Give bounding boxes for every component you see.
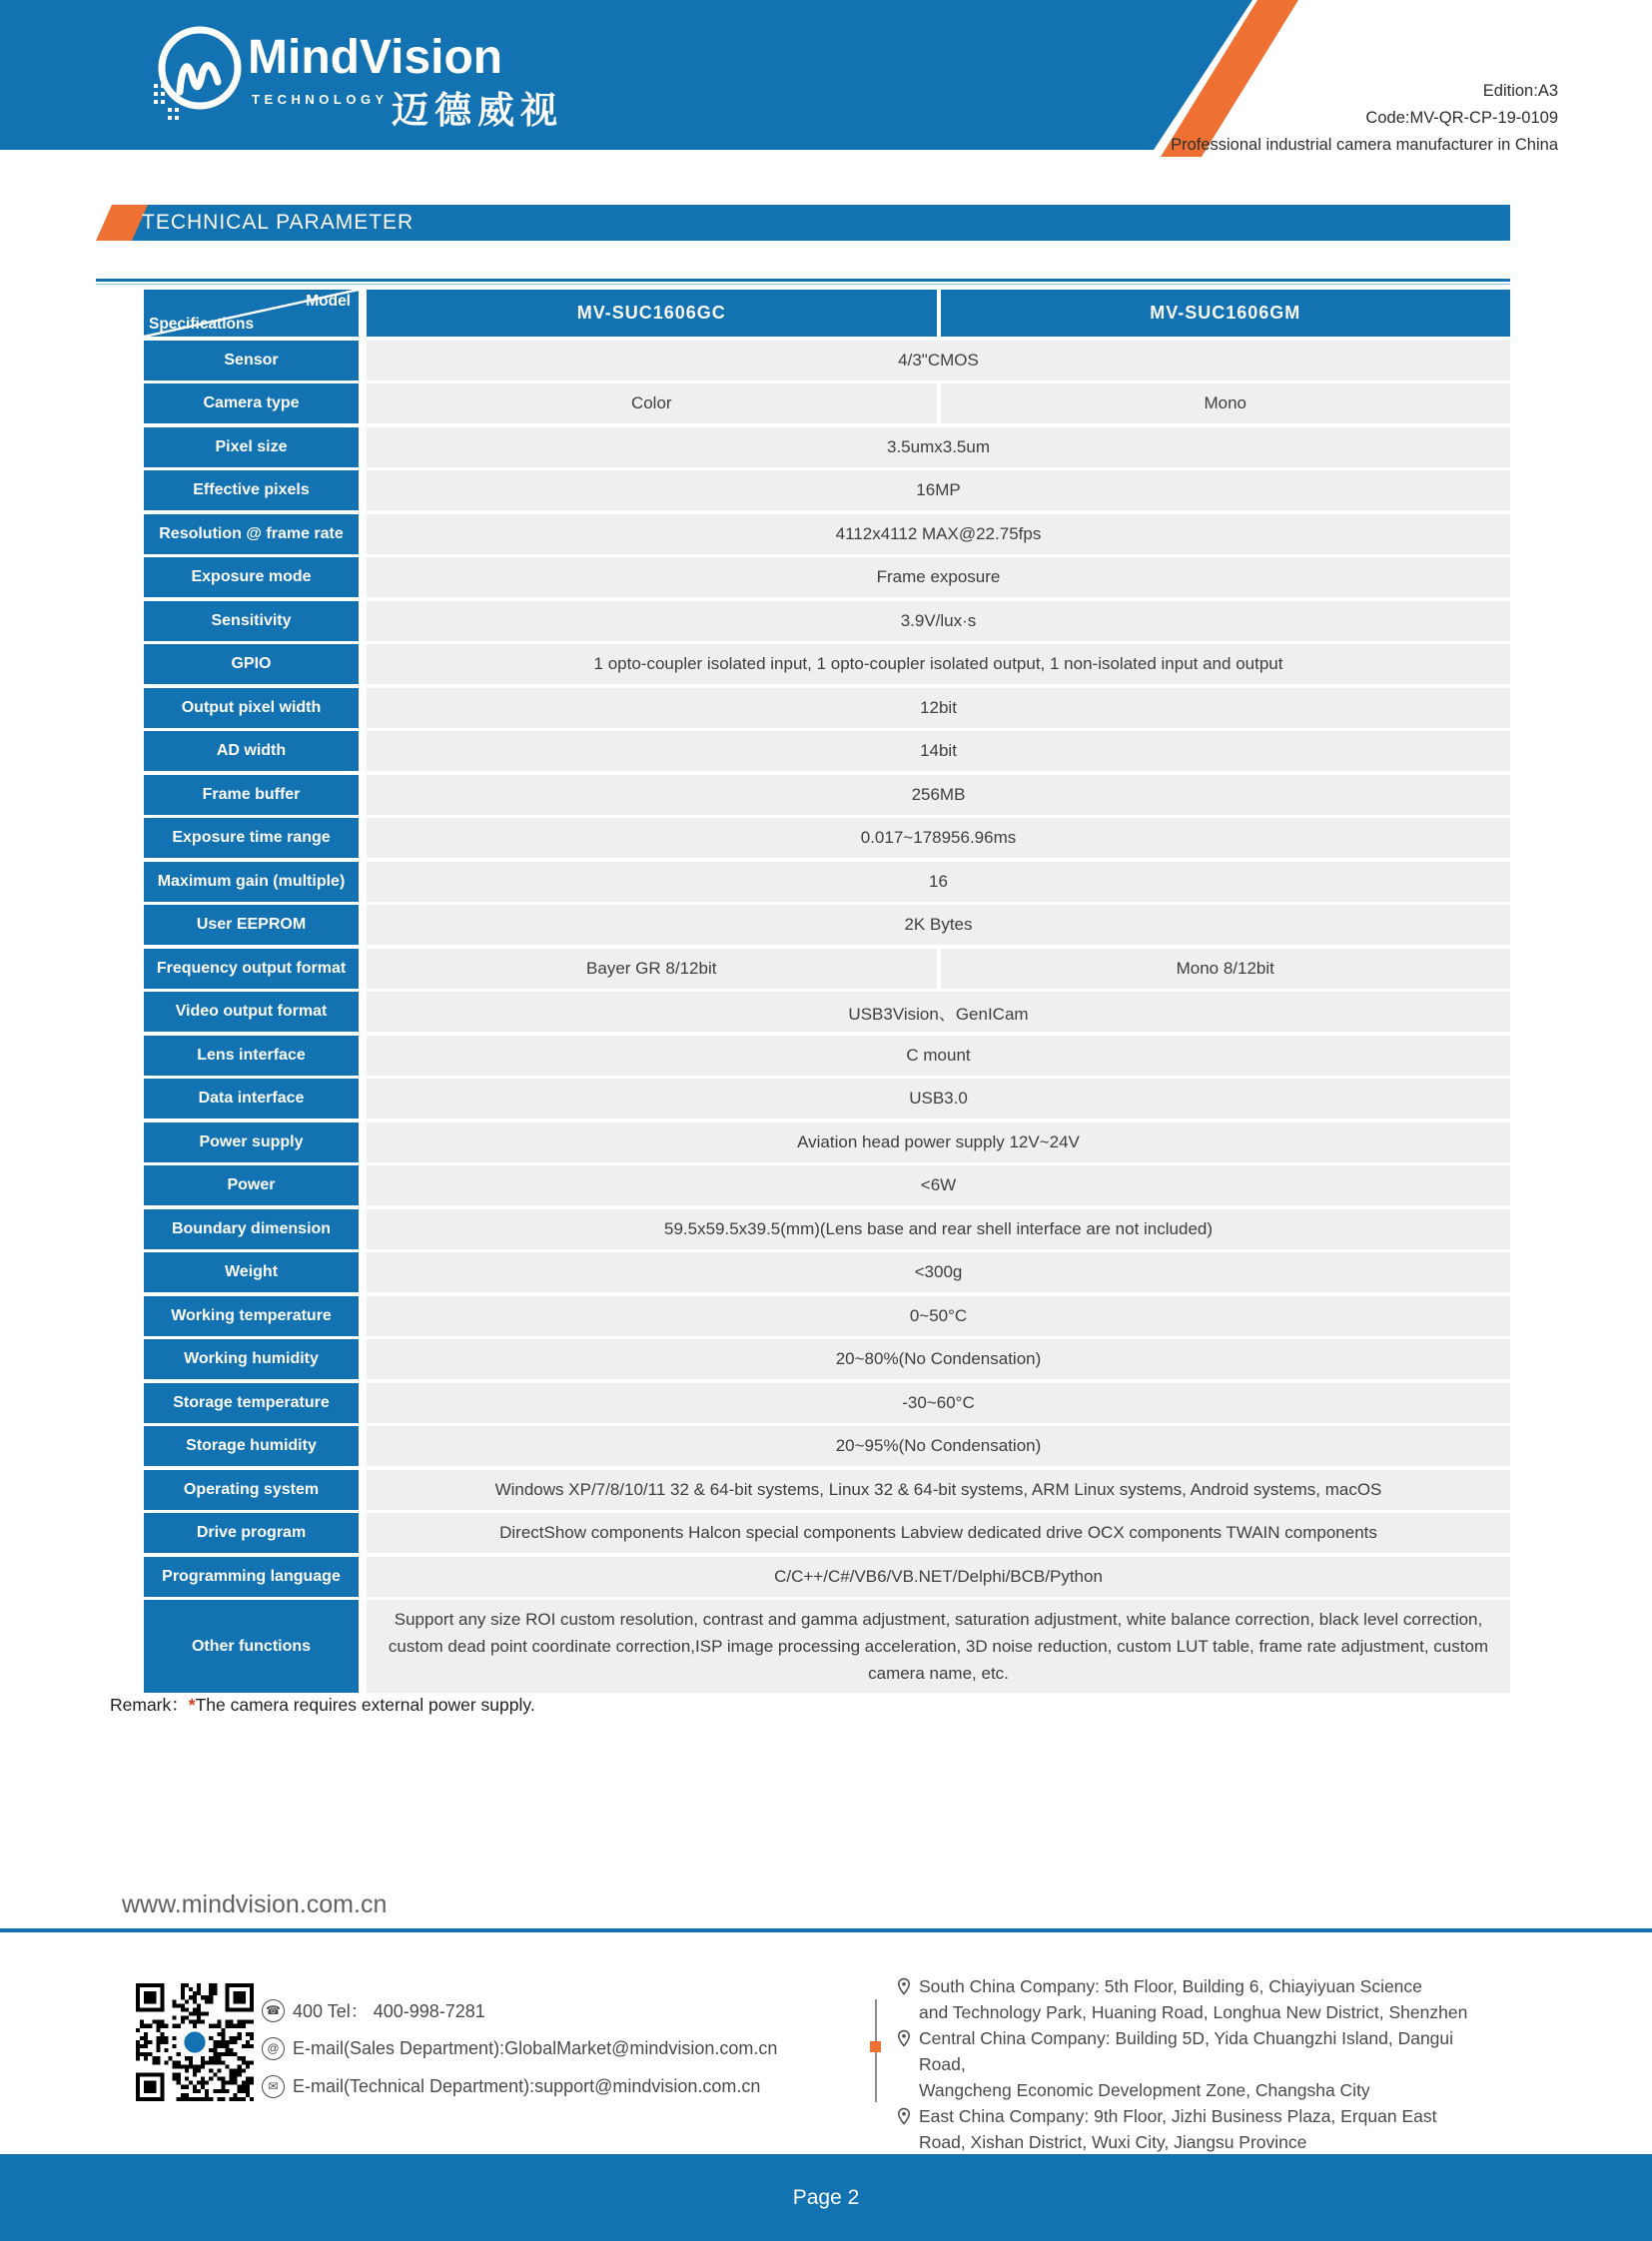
- table-row: [144, 601, 1510, 641]
- table-row: [144, 1470, 1510, 1510]
- address-line: East China Company: 9th Floor, Jizhi Business Plaza, Erquan East: [919, 2106, 1437, 2126]
- table-row: [144, 1513, 1510, 1553]
- model-column-header: MV-SUC1606GM: [941, 290, 1511, 337]
- spec-label: Storage humidity: [144, 1426, 359, 1466]
- table-top-rule-light: [96, 284, 1510, 285]
- remark-asterisk: *: [188, 1695, 196, 1715]
- spec-value: DirectShow components Halcon special components Labview dedicated drive OCX components TWAIN components: [367, 1513, 1510, 1553]
- table-top-rule: [96, 279, 1510, 282]
- address-line: Road, Xishan District, Wuxi City, Jiangsu Province: [919, 2132, 1307, 2152]
- spec-label: Sensitivity: [144, 601, 359, 641]
- spec-rows: [144, 341, 1510, 1694]
- spec-value: 59.5x59.5x39.5(mm)(Lens base and rear shell interface are not included): [367, 1209, 1510, 1249]
- company-slogan: Professional industrial camera manufacturer in China: [1171, 136, 1558, 154]
- address-entry: [895, 2103, 1504, 2155]
- spec-label: Pixel size: [144, 427, 359, 467]
- envelope-icon: ✉: [262, 2075, 285, 2098]
- table-row: [144, 1339, 1510, 1379]
- spec-value: 0.017~178956.96ms: [367, 818, 1510, 858]
- contact-line: [262, 2067, 777, 2105]
- table-row: [144, 644, 1510, 684]
- table-row: [144, 1165, 1510, 1205]
- document-code: Code:MV-QR-CP-19-0109: [1365, 109, 1558, 127]
- qr-code: [136, 1983, 254, 2106]
- spec-value: 4112x4112 MAX@22.75fps: [367, 514, 1510, 554]
- mindvision-logo-icon: [146, 22, 246, 131]
- table-row: [144, 1252, 1510, 1292]
- spec-value: 256MB: [367, 775, 1510, 815]
- spec-value: 3.5umx3.5um: [367, 427, 1510, 467]
- table-row: [144, 862, 1510, 902]
- model-column-header: MV-SUC1606GC: [367, 290, 937, 337]
- email-at-icon: @: [262, 2037, 285, 2060]
- contact-list: [262, 1991, 777, 2105]
- spec-label: Working humidity: [144, 1339, 359, 1379]
- spec-label: Maximum gain (multiple): [144, 862, 359, 902]
- spec-value: 12bit: [367, 688, 1510, 728]
- table-row: [144, 1426, 1510, 1466]
- table-row: [144, 1122, 1510, 1162]
- table-row: [144, 383, 1510, 423]
- table-row: [144, 688, 1510, 728]
- spec-label: Programming language: [144, 1557, 359, 1597]
- spec-value: Mono: [941, 383, 1511, 423]
- spec-label: Frequency output format: [144, 949, 359, 989]
- spec-value: Color: [367, 383, 937, 423]
- spec-value: 16: [367, 862, 1510, 902]
- brand-tagline: TECHNOLOGY: [252, 92, 389, 107]
- spec-value: 16MP: [367, 470, 1510, 510]
- location-pin-icon: [895, 1977, 913, 2025]
- contact-line: [262, 1991, 777, 2029]
- contact-text: E-mail(Technical Department):support@mindvision.com.cn: [293, 2075, 761, 2096]
- contact-text: 400 Tel： 400-998-7281: [293, 2001, 485, 2021]
- spec-label: Boundary dimension: [144, 1209, 359, 1249]
- brand-chinese-name: 迈德威视: [392, 90, 563, 131]
- table-row: [144, 1557, 1510, 1597]
- contact-text: E-mail(Sales Department):GlobalMarket@mindvision.com.cn: [293, 2037, 778, 2058]
- section-title: TECHNICAL PARAMETER: [142, 211, 414, 234]
- spec-label: Other functions: [144, 1600, 359, 1693]
- footer-rule: [0, 1928, 1652, 1932]
- remark-line: [110, 1692, 535, 1717]
- footer-divider-orange-square: [870, 2041, 881, 2052]
- spec-value: Support any size ROI custom resolution, contrast and gamma adjustment, saturation adjustment, white balance correction, black level correction, custom dead point coordinate correction,ISP image processing acceleration, 3D noise reduction, custom LUT table, frame rate adjustment, custom camera name, etc.: [367, 1600, 1510, 1693]
- table-row: [144, 1036, 1510, 1076]
- spec-label: Power: [144, 1165, 359, 1205]
- address-line: and Technology Park, Huaning Road, Longhua New District, Shenzhen: [919, 2002, 1468, 2022]
- table-row: [144, 1079, 1510, 1119]
- brand-name: MindVision: [248, 31, 503, 84]
- spec-label: AD width: [144, 731, 359, 771]
- address-text: [919, 2103, 1436, 2155]
- corner-cell: [144, 290, 359, 337]
- corner-spec-label: Specifications: [149, 316, 255, 333]
- table-row: [144, 427, 1510, 467]
- address-text: [919, 1973, 1467, 2025]
- address-line: South China Company: 5th Floor, Building 6, Chiayiyuan Science: [919, 1976, 1422, 1996]
- table-row: [144, 341, 1510, 380]
- spec-label: Effective pixels: [144, 470, 359, 510]
- spec-label: Power supply: [144, 1122, 359, 1162]
- table-row: [144, 731, 1510, 771]
- table-row: [144, 775, 1510, 815]
- spec-label: Storage temperature: [144, 1383, 359, 1423]
- contact-line: [262, 2029, 777, 2067]
- spec-label: Drive program: [144, 1513, 359, 1553]
- address-text: [919, 2025, 1504, 2103]
- spec-label: Exposure time range: [144, 818, 359, 858]
- spec-value: <6W: [367, 1165, 1510, 1205]
- spec-label: Working temperature: [144, 1296, 359, 1336]
- spec-value: 20~80%(No Condensation): [367, 1339, 1510, 1379]
- spec-label: Weight: [144, 1252, 359, 1292]
- table-row: [144, 992, 1510, 1032]
- remark-text: The camera requires external power supply.: [195, 1695, 535, 1715]
- spec-label: GPIO: [144, 644, 359, 684]
- table-row: [144, 470, 1510, 510]
- page-number: Page 2: [792, 2185, 860, 2209]
- spec-label: Lens interface: [144, 1036, 359, 1076]
- spec-value: C mount: [367, 1036, 1510, 1076]
- spec-label: Video output format: [144, 992, 359, 1032]
- spec-label: Output pixel width: [144, 688, 359, 728]
- phone-icon: ☎: [262, 1999, 285, 2022]
- spec-label: User EEPROM: [144, 905, 359, 945]
- page-number-bar: [0, 2154, 1652, 2241]
- spec-table: [144, 290, 1510, 1693]
- table-row: [144, 557, 1510, 597]
- spec-value: Mono 8/12bit: [941, 949, 1511, 989]
- spec-value: 20~95%(No Condensation): [367, 1426, 1510, 1466]
- table-row: [144, 949, 1510, 989]
- address-entry: [895, 1973, 1504, 2025]
- spec-value: Windows XP/7/8/10/11 32 & 64-bit systems, Linux 32 & 64-bit systems, ARM Linux systems, Android systems, macOS: [367, 1470, 1510, 1510]
- spec-value: 0~50°C: [367, 1296, 1510, 1336]
- table-row: [144, 1600, 1510, 1693]
- spec-value: 14bit: [367, 731, 1510, 771]
- spec-label: Camera type: [144, 383, 359, 423]
- location-pin-icon: [895, 2029, 913, 2103]
- table-row: [144, 818, 1510, 858]
- spec-value: Frame exposure: [367, 557, 1510, 597]
- website-url: www.mindvision.com.cn: [122, 1890, 388, 1918]
- address-line: Wangcheng Economic Development Zone, Changsha City: [919, 2080, 1370, 2100]
- spec-label: Sensor: [144, 341, 359, 380]
- table-header-row: [144, 290, 1510, 337]
- edition-label: Edition:A3: [1482, 82, 1558, 100]
- remark-prefix: Remark：: [110, 1695, 189, 1715]
- spec-value: -30~60°C: [367, 1383, 1510, 1423]
- spec-value: Bayer GR 8/12bit: [367, 949, 937, 989]
- corner-model-label: Model: [306, 293, 351, 310]
- spec-value: USB3Vision、GenICam: [367, 992, 1510, 1032]
- table-row: [144, 1383, 1510, 1423]
- spec-value: 4/3"CMOS: [367, 341, 1510, 380]
- table-row: [144, 514, 1510, 554]
- spec-value: 2K Bytes: [367, 905, 1510, 945]
- spec-value: C/C++/C#/VB6/VB.NET/Delphi/BCB/Python: [367, 1557, 1510, 1597]
- spec-value: Aviation head power supply 12V~24V: [367, 1122, 1510, 1162]
- spec-value: USB3.0: [367, 1079, 1510, 1119]
- spec-label: Frame buffer: [144, 775, 359, 815]
- table-row: [144, 1209, 1510, 1249]
- table-row: [144, 905, 1510, 945]
- spec-label: Operating system: [144, 1470, 359, 1510]
- address-entry: [895, 2025, 1504, 2103]
- spec-value: 3.9V/lux·s: [367, 601, 1510, 641]
- location-pin-icon: [895, 2107, 913, 2155]
- address-list: [895, 1973, 1504, 2155]
- spec-value: <300g: [367, 1252, 1510, 1292]
- spec-label: Data interface: [144, 1079, 359, 1119]
- spec-value: 1 opto-coupler isolated input, 1 opto-coupler isolated output, 1 non-isolated input and output: [367, 644, 1510, 684]
- spec-label: Resolution @ frame rate: [144, 514, 359, 554]
- address-line: Central China Company: Building 5D, Yida Chuangzhi Island, Dangui Road,: [919, 2028, 1454, 2074]
- header-meta: [1171, 78, 1558, 159]
- table-row: [144, 1296, 1510, 1336]
- spec-label: Exposure mode: [144, 557, 359, 597]
